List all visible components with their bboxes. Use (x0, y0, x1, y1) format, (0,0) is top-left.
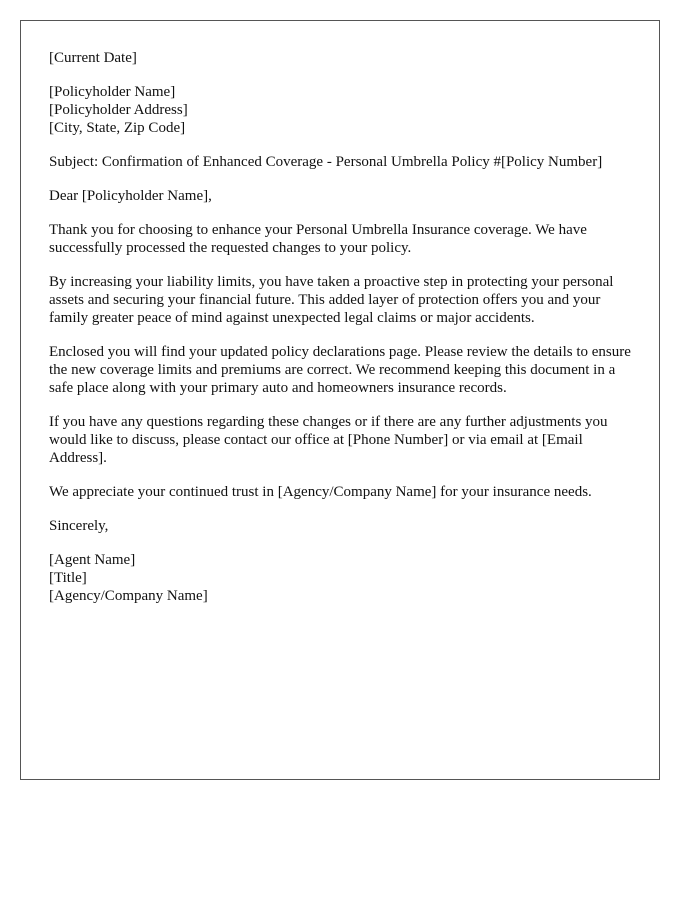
paragraph-appreciation: We appreciate your continued trust in [Agency/Company Name] for your insurance needs. (49, 484, 592, 500)
letter-page (20, 20, 660, 780)
agency-name: [Agency/Company Name] (49, 588, 208, 604)
paragraph-liability-limits: By increasing your liability limits, you have taken a proactive step in protecting your personal assets and securing your financial future. This added layer of protection offers you and your family greater peace of mind against unexpected legal claims or major accidents. (49, 274, 614, 326)
recipient-address-block (49, 83, 639, 137)
paragraph-thank-you: Thank you for choosing to enhance your Personal Umbrella Insurance coverage. We have successfully processed the requested changes to your policy. (49, 222, 587, 256)
signature-block (49, 551, 639, 605)
recipient-city-state-zip: [City, State, Zip Code] (49, 120, 186, 136)
agent-name: [Agent Name] (49, 552, 136, 568)
paragraph-enclosed-declarations: Enclosed you will find your updated policy declarations page. Please review the details to ensure the new coverage limits and premiums are correct. We recommend keeping this document in a safe place along with your primary auto and homeowners insurance records. (49, 344, 631, 396)
recipient-name: [Policyholder Name] (49, 84, 176, 100)
salutation: Dear [Policyholder Name], (49, 188, 212, 204)
closing: Sincerely, (49, 518, 109, 534)
letter-date (49, 49, 639, 67)
date-text: [Current Date] (49, 50, 137, 66)
subject-line: Subject: Confirmation of Enhanced Coverage - Personal Umbrella Policy #[Policy Number] (49, 154, 603, 170)
letter-body (49, 49, 639, 621)
recipient-address: [Policyholder Address] (49, 102, 188, 118)
agent-title: [Title] (49, 570, 87, 586)
paragraph-contact-info: If you have any questions regarding these changes or if there are any further adjustments you would like to discuss, please contact our office at [Phone Number] or via email at [Email Address]. (49, 414, 608, 466)
